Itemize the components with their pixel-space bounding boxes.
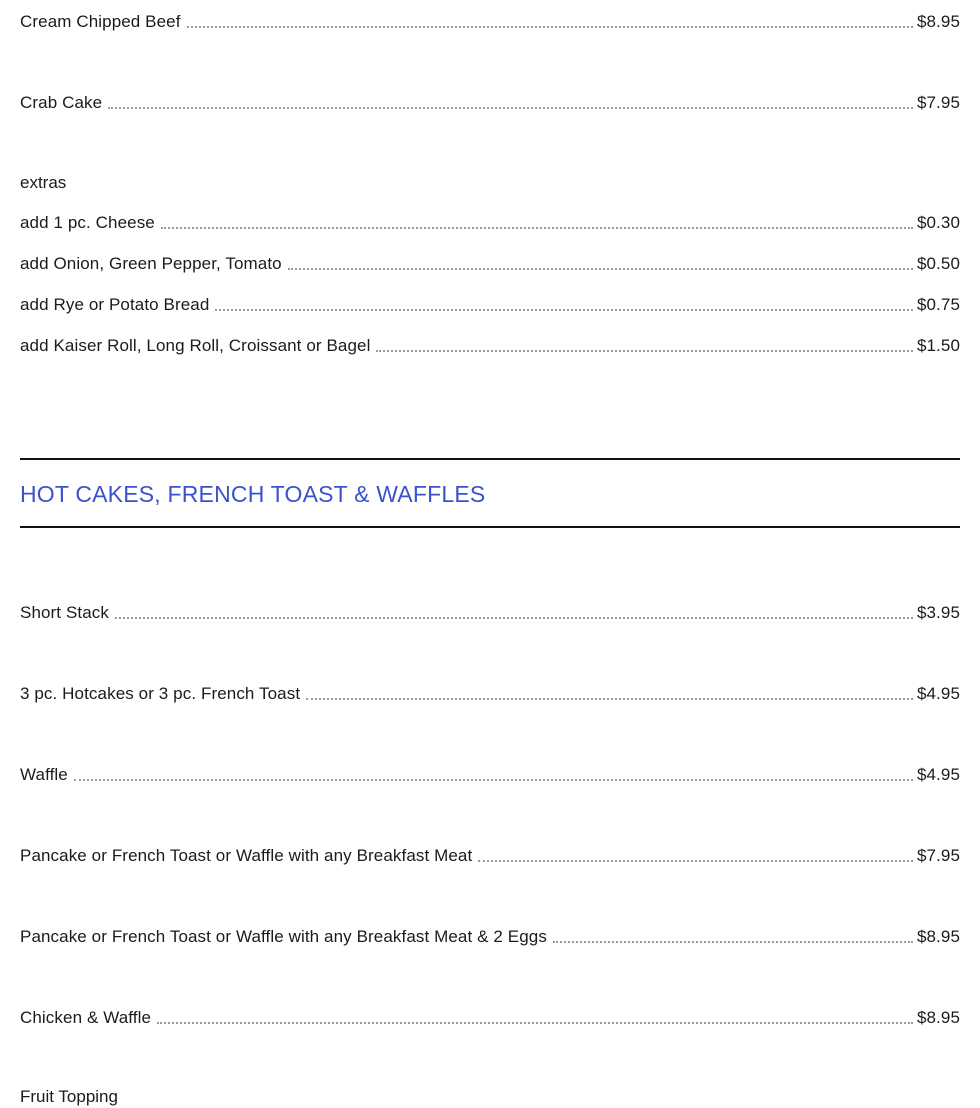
- dot-leader: [161, 227, 913, 229]
- menu-item-name: Pancake or French Toast or Waffle with any Breakfast Meat: [20, 846, 473, 865]
- extra-item-name: add Rye or Potato Bread: [20, 295, 210, 314]
- menu-item-price: $4.95: [916, 684, 960, 703]
- section-top-rule: [20, 458, 960, 460]
- menu-item-name: Short Stack: [20, 603, 109, 622]
- menu-item-price: $8.95: [916, 12, 960, 31]
- dot-leader: [553, 941, 913, 943]
- dot-leader: [478, 860, 913, 862]
- extra-item-name: add Kaiser Roll, Long Roll, Croissant or Bagel: [20, 336, 371, 355]
- dot-leader: [376, 350, 913, 352]
- menu-item-name: Cream Chipped Beef: [20, 12, 181, 31]
- section-bottom-rule: [20, 526, 960, 528]
- extra-item: [20, 251, 960, 275]
- extra-item-name: add Onion, Green Pepper, Tomato: [20, 254, 282, 273]
- menu-item-name: Pancake or French Toast or Waffle with any Breakfast Meat & 2 Eggs: [20, 927, 547, 946]
- menu-item-name: Chicken & Waffle: [20, 1008, 152, 1027]
- menu-item-name: 3 pc. Hotcakes or 3 pc. French Toast: [20, 684, 301, 703]
- menu-item-name: Crab Cake: [20, 93, 103, 112]
- menu-item: [20, 924, 960, 948]
- fruit-topping-label: Fruit Topping: [20, 1087, 118, 1106]
- extra-item-price: $1.50: [916, 336, 960, 355]
- extra-item: [20, 292, 960, 316]
- menu-item-price: $4.95: [916, 765, 960, 784]
- menu-item-price: $7.95: [916, 93, 960, 112]
- section-title: HOT CAKES, FRENCH TOAST & WAFFLES: [20, 481, 486, 507]
- extra-item-price: $0.75: [916, 295, 960, 314]
- menu-item-price: $7.95: [916, 846, 960, 865]
- extra-item-name: add 1 pc. Cheese: [20, 213, 155, 232]
- dot-leader: [215, 309, 913, 311]
- extra-item-price: $0.30: [916, 213, 960, 232]
- menu-item-price: $8.95: [916, 1008, 960, 1027]
- menu-item: [20, 681, 960, 705]
- menu-item: [20, 1005, 960, 1029]
- menu-item: [20, 762, 960, 786]
- dot-leader: [288, 268, 913, 270]
- dot-leader: [306, 698, 913, 700]
- menu-item: [20, 843, 960, 867]
- dot-leader: [74, 779, 913, 781]
- extra-item: [20, 333, 960, 357]
- extras-label: extras: [20, 173, 67, 192]
- menu-item-price: $8.95: [916, 927, 960, 946]
- dot-leader: [108, 107, 913, 109]
- menu-item: [20, 600, 960, 624]
- extra-item: [20, 210, 960, 234]
- menu-item-name: Waffle: [20, 765, 68, 784]
- menu-item-price: $3.95: [916, 603, 960, 622]
- dot-leader: [115, 617, 913, 619]
- dot-leader: [157, 1022, 913, 1024]
- extra-item-price: $0.50: [916, 254, 960, 273]
- menu-item: [20, 9, 960, 33]
- dot-leader: [187, 26, 913, 28]
- menu-item: [20, 90, 960, 114]
